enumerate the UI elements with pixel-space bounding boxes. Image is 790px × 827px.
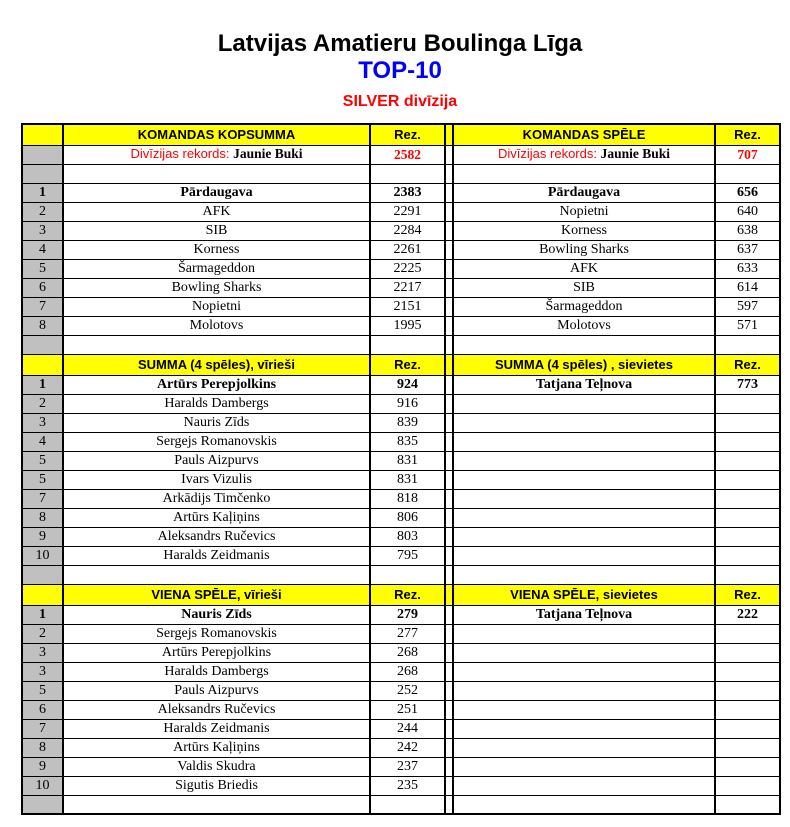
name-cell: Nopietni [453, 202, 715, 221]
spacer-cell [445, 375, 453, 394]
rank-cell: 3 [22, 221, 63, 240]
score-cell: 803 [370, 527, 445, 546]
score-cell [715, 470, 780, 489]
name-cell: Pauls Aizpurvs [63, 681, 370, 700]
name-cell [453, 489, 715, 508]
table-row [22, 183, 780, 202]
table-row [22, 375, 780, 394]
rank-cell: 5 [22, 470, 63, 489]
name-cell: Artūrs Perepjolkins [63, 643, 370, 662]
name-cell [453, 451, 715, 470]
name-cell: Nauris Zīds [63, 605, 370, 624]
rank-cell: 7 [22, 489, 63, 508]
league-table-body [22, 124, 780, 814]
spacer-cell [445, 394, 453, 413]
score-cell: 924 [370, 375, 445, 394]
score-cell: 831 [370, 470, 445, 489]
rank-cell: 1 [22, 375, 63, 394]
score-cell [715, 432, 780, 451]
rank-cell: 2 [22, 202, 63, 221]
score-cell [715, 164, 780, 183]
spacer-cell [445, 757, 453, 776]
score-cell [370, 565, 445, 584]
section-title-left: SUMMA (4 spēles), vīrieši [63, 354, 370, 375]
blank-row [22, 565, 780, 584]
title-block [21, 0, 779, 111]
spacer-cell [445, 183, 453, 202]
name-cell [453, 662, 715, 681]
name-cell: Nopietni [63, 297, 370, 316]
score-cell: 279 [370, 605, 445, 624]
spacer-cell [445, 776, 453, 795]
score-cell: 597 [715, 297, 780, 316]
top10-title: TOP-10 [358, 57, 442, 84]
name-cell: Artūrs Perepjolkins [63, 375, 370, 394]
page-title: Latvijas Amatieru Boulinga Līga [217, 30, 583, 57]
spacer-cell [445, 584, 453, 605]
rank-cell: 3 [22, 662, 63, 681]
rank-cell: 2 [22, 624, 63, 643]
name-cell [453, 470, 715, 489]
name-cell: Pārdaugava [453, 183, 715, 202]
spacer-cell [445, 221, 453, 240]
table-row [22, 738, 780, 757]
rank-cell: 7 [22, 719, 63, 738]
name-cell: Haralds Zeidmanis [63, 546, 370, 565]
spacer-cell [445, 297, 453, 316]
rank-cell: 1 [22, 183, 63, 202]
name-cell [453, 624, 715, 643]
score-cell: 831 [370, 451, 445, 470]
rank-cell [22, 335, 63, 354]
rank-cell: 5 [22, 259, 63, 278]
rank-header-cell [22, 584, 63, 605]
spacer-cell [445, 489, 453, 508]
score-cell: 242 [370, 738, 445, 757]
rank-cell: 9 [22, 527, 63, 546]
score-cell: 268 [370, 643, 445, 662]
name-cell: Korness [453, 221, 715, 240]
table-row [22, 776, 780, 795]
score-cell: 818 [370, 489, 445, 508]
record-holder: Jaunie Buki [233, 146, 303, 161]
score-cell: 2225 [370, 259, 445, 278]
score-cell: 806 [370, 508, 445, 527]
record-cell [453, 145, 715, 164]
table-row [22, 719, 780, 738]
name-cell: Pārdaugava [63, 183, 370, 202]
score-cell: 839 [370, 413, 445, 432]
score-cell [715, 335, 780, 354]
table-row [22, 470, 780, 489]
score-cell: 614 [715, 278, 780, 297]
rank-cell [22, 164, 63, 183]
name-cell [453, 738, 715, 757]
blank-row [22, 164, 780, 183]
name-cell [453, 681, 715, 700]
spacer-cell [445, 719, 453, 738]
score-cell: 638 [715, 221, 780, 240]
blank-row [22, 335, 780, 354]
score-cell [715, 700, 780, 719]
table-row [22, 624, 780, 643]
rank-cell: 4 [22, 432, 63, 451]
score-cell [715, 738, 780, 757]
spacer-cell [445, 316, 453, 335]
rank-header-cell [22, 124, 63, 145]
rank-cell: 1 [22, 605, 63, 624]
score-cell: 2383 [370, 183, 445, 202]
name-cell [453, 757, 715, 776]
score-cell: 571 [715, 316, 780, 335]
rank-cell [22, 565, 63, 584]
table-row [22, 316, 780, 335]
name-cell: Sergejs Romanovskis [63, 432, 370, 451]
rank-cell: 3 [22, 413, 63, 432]
score-cell [370, 335, 445, 354]
record-label: Divīzijas rekords: [498, 146, 601, 161]
rank-cell: 8 [22, 508, 63, 527]
name-cell: Tatjana Teļnova [453, 605, 715, 624]
name-cell [453, 527, 715, 546]
name-cell: Pauls Aizpurvs [63, 451, 370, 470]
table-row [22, 662, 780, 681]
section-title-left: KOMANDAS KOPSUMMA [63, 124, 370, 145]
section-header-row [22, 124, 780, 145]
spacer-cell [445, 527, 453, 546]
record-cell [63, 145, 370, 164]
name-cell: Nauris Zīds [63, 413, 370, 432]
spacer-cell [445, 240, 453, 259]
name-cell: AFK [63, 202, 370, 221]
rez-header-cell: Rez. [715, 354, 780, 375]
name-cell: Artūrs Kaļiņins [63, 508, 370, 527]
rez-header-cell: Rez. [370, 354, 445, 375]
spacer-cell [445, 470, 453, 489]
name-cell [63, 335, 370, 354]
name-cell: Haralds Zeidmanis [63, 719, 370, 738]
spacer-cell [445, 335, 453, 354]
rank-cell: 8 [22, 738, 63, 757]
rank-cell: 2 [22, 394, 63, 413]
score-cell [715, 451, 780, 470]
name-cell: Sigutis Briedis [63, 776, 370, 795]
score-cell: 252 [370, 681, 445, 700]
name-cell: Aleksandrs Ručevics [63, 700, 370, 719]
table-row [22, 394, 780, 413]
score-cell: 2261 [370, 240, 445, 259]
name-cell: Aleksandrs Ručevics [63, 527, 370, 546]
spacer-cell [445, 643, 453, 662]
name-cell: Valdis Skudra [63, 757, 370, 776]
table-row [22, 451, 780, 470]
rank-cell: 6 [22, 278, 63, 297]
score-cell: 2217 [370, 278, 445, 297]
table-row [22, 605, 780, 624]
section-title-left: VIENA SPĒLE, vīrieši [63, 584, 370, 605]
name-cell: Bowling Sharks [63, 278, 370, 297]
section-title-right: KOMANDAS SPĒLE [453, 124, 715, 145]
table-row [22, 757, 780, 776]
rank-cell: 3 [22, 643, 63, 662]
name-cell [453, 776, 715, 795]
spacer-cell [445, 546, 453, 565]
score-cell [715, 681, 780, 700]
score-cell: 277 [370, 624, 445, 643]
spacer-cell [445, 202, 453, 221]
spacer-cell [445, 681, 453, 700]
spacer-cell [445, 145, 453, 164]
spacer-cell [445, 451, 453, 470]
section-title-right: VIENA SPĒLE, sievietes [453, 584, 715, 605]
record-label: Divīzijas rekords: [130, 146, 234, 161]
score-cell: 2291 [370, 202, 445, 221]
name-cell [453, 413, 715, 432]
rank-cell: 4 [22, 240, 63, 259]
name-cell [453, 394, 715, 413]
section-title-right: SUMMA (4 spēles) , sievietes [453, 354, 715, 375]
score-cell [715, 546, 780, 565]
score-cell [370, 164, 445, 183]
name-cell [453, 795, 715, 814]
score-cell [715, 394, 780, 413]
name-cell: Sergejs Romanovskis [63, 624, 370, 643]
score-cell [715, 662, 780, 681]
record-score-cell: 2582 [370, 145, 445, 164]
name-cell: Šarmageddon [63, 259, 370, 278]
name-cell: Bowling Sharks [453, 240, 715, 259]
rank-cell: 8 [22, 316, 63, 335]
name-cell: AFK [453, 259, 715, 278]
rez-header-cell: Rez. [370, 584, 445, 605]
name-cell [453, 164, 715, 183]
name-cell: SIB [453, 278, 715, 297]
score-cell: 656 [715, 183, 780, 202]
division-title: SILVER divīzija [342, 93, 458, 110]
name-cell [453, 719, 715, 738]
table-row [22, 278, 780, 297]
name-cell [453, 700, 715, 719]
spacer-cell [445, 354, 453, 375]
rank-cell [22, 145, 63, 164]
table-row [22, 297, 780, 316]
spacer-cell [445, 278, 453, 297]
score-cell [715, 624, 780, 643]
table-row [22, 643, 780, 662]
spacer-cell [445, 624, 453, 643]
spacer-cell [445, 738, 453, 757]
blank-row [22, 795, 780, 814]
score-cell: 795 [370, 546, 445, 565]
spacer-cell [445, 565, 453, 584]
name-cell [453, 508, 715, 527]
table-row [22, 700, 780, 719]
score-cell [715, 643, 780, 662]
rank-cell: 10 [22, 776, 63, 795]
score-cell: 773 [715, 375, 780, 394]
score-cell [715, 489, 780, 508]
section-header-row [22, 354, 780, 375]
score-cell: 640 [715, 202, 780, 221]
spacer-cell [445, 413, 453, 432]
spacer-cell [445, 432, 453, 451]
name-cell: Šarmageddon [453, 297, 715, 316]
record-score-cell: 707 [715, 145, 780, 164]
league-table [21, 123, 781, 815]
rank-cell: 5 [22, 681, 63, 700]
name-cell: Arkādijs Timčenko [63, 489, 370, 508]
table-row [22, 259, 780, 278]
rank-cell: 7 [22, 297, 63, 316]
name-cell [63, 795, 370, 814]
name-cell: Ivars Vizulis [63, 470, 370, 489]
score-cell: 251 [370, 700, 445, 719]
score-cell: 222 [715, 605, 780, 624]
score-cell: 633 [715, 259, 780, 278]
score-cell: 835 [370, 432, 445, 451]
spacer-cell [445, 795, 453, 814]
table-row [22, 432, 780, 451]
record-row [22, 145, 780, 164]
rank-cell: 6 [22, 700, 63, 719]
name-cell [63, 164, 370, 183]
name-cell: Molotovs [63, 316, 370, 335]
table-row [22, 240, 780, 259]
name-cell [453, 432, 715, 451]
spacer-cell [445, 164, 453, 183]
score-cell: 237 [370, 757, 445, 776]
rank-header-cell [22, 354, 63, 375]
spacer-cell [445, 259, 453, 278]
record-holder: Jaunie Buki [600, 146, 670, 161]
rez-header-cell: Rez. [370, 124, 445, 145]
name-cell: Korness [63, 240, 370, 259]
score-cell [715, 527, 780, 546]
name-cell [453, 565, 715, 584]
table-row [22, 489, 780, 508]
table-row [22, 413, 780, 432]
score-cell [715, 795, 780, 814]
score-cell: 244 [370, 719, 445, 738]
table-row [22, 202, 780, 221]
score-cell [715, 565, 780, 584]
name-cell [63, 565, 370, 584]
score-cell: 1995 [370, 316, 445, 335]
table-row [22, 546, 780, 565]
score-cell: 2284 [370, 221, 445, 240]
score-cell: 637 [715, 240, 780, 259]
table-row [22, 681, 780, 700]
spacer-cell [445, 700, 453, 719]
name-cell [453, 335, 715, 354]
name-cell: Tatjana Teļnova [453, 375, 715, 394]
score-cell [370, 795, 445, 814]
table-row [22, 527, 780, 546]
score-cell [715, 776, 780, 795]
spacer-cell [445, 124, 453, 145]
score-cell [715, 508, 780, 527]
score-cell: 916 [370, 394, 445, 413]
score-cell [715, 719, 780, 738]
score-cell: 2151 [370, 297, 445, 316]
rank-cell: 9 [22, 757, 63, 776]
name-cell: Molotovs [453, 316, 715, 335]
table-row [22, 221, 780, 240]
section-header-row [22, 584, 780, 605]
name-cell: Haralds Dambergs [63, 394, 370, 413]
rank-cell: 10 [22, 546, 63, 565]
score-cell: 268 [370, 662, 445, 681]
name-cell [453, 643, 715, 662]
score-cell [715, 413, 780, 432]
score-cell: 235 [370, 776, 445, 795]
spacer-cell [445, 605, 453, 624]
name-cell: Haralds Dambergs [63, 662, 370, 681]
rez-header-cell: Rez. [715, 584, 780, 605]
rank-cell [22, 795, 63, 814]
table-row [22, 508, 780, 527]
name-cell [453, 546, 715, 565]
spacer-cell [445, 662, 453, 681]
rank-cell: 5 [22, 451, 63, 470]
rez-header-cell: Rez. [715, 124, 780, 145]
spacer-cell [445, 508, 453, 527]
score-cell [715, 757, 780, 776]
name-cell: Artūrs Kaļiņins [63, 738, 370, 757]
name-cell: SIB [63, 221, 370, 240]
